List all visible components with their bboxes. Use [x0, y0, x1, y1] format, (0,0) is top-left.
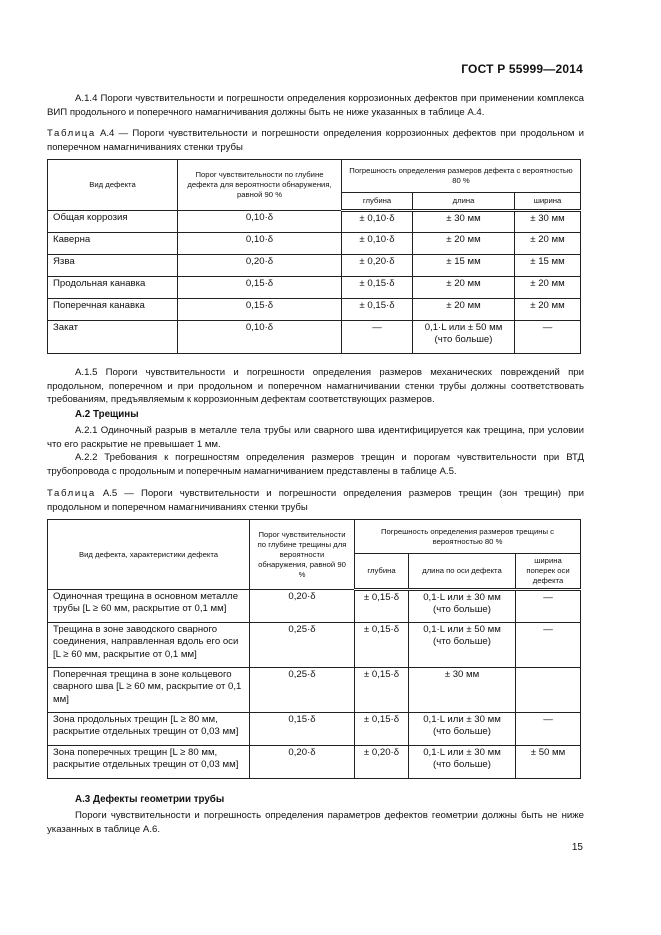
table-a5-header-defect-type: Вид дефекта, характеристики дефекта: [48, 520, 250, 590]
table-a4-cell-width: ± 15 мм: [515, 255, 581, 277]
document-code: ГОСТ Р 55999—2014: [461, 62, 583, 76]
table-a5-cell-depth: ± 0,15·δ: [355, 713, 409, 746]
table-a5-cell-depth: ± 0,20·δ: [355, 746, 409, 779]
table-a5-cell-width: —: [516, 623, 581, 668]
table-a5-cell-threshold: 0,25·δ: [250, 668, 355, 713]
table-a5-cell-threshold: 0,15·δ: [250, 713, 355, 746]
table-row: [48, 299, 581, 321]
table-row: [48, 668, 581, 713]
table-a4-cell-width: ± 20 мм: [515, 277, 581, 299]
table-a4-header-defect-type: Вид дефекта: [48, 160, 178, 211]
table-a4-cell-name: Продольная канавка: [48, 277, 178, 299]
table-a4-cell-length: ± 20 мм: [413, 277, 515, 299]
table-a5-cell-name: Поперечная трещина в зоне кольцевого сварного шва [L ≥ 60 мм, раскрытие от 0,1 мм]: [48, 668, 250, 713]
table-a5-header-error: Погрешность определения размеров трещины с вероятностью 80 %: [355, 520, 581, 554]
table-a4-cell-threshold: 0,10·δ: [178, 233, 342, 255]
table-a5-cell-length: 0,1·L или ± 50 мм (что больше): [409, 623, 516, 668]
table-a4: [47, 159, 581, 354]
page-number: 15: [571, 842, 583, 853]
table-a5-cell-width: ± 50 мм: [516, 746, 581, 779]
table-a5-cell-length: 0,1·L или ± 30 мм (что больше): [409, 590, 516, 623]
table-a4-header-length: длина: [413, 193, 515, 211]
table-a4-cell-depth: ± 0,15·δ: [342, 299, 413, 321]
table-a5: [47, 519, 581, 779]
table-a5-header-width: ширина поперек оси дефекта: [516, 554, 581, 590]
table-a5-header-threshold: Порог чувствительности по глубине трещины для вероятности обнаружения, равной 90 %: [250, 520, 355, 590]
table-a4-cell-depth: ± 0,20·δ: [342, 255, 413, 277]
table-a5-cell-threshold: 0,20·δ: [250, 590, 355, 623]
table-a4-cell-width: —: [515, 321, 581, 354]
table-row: [48, 746, 581, 779]
table-a4-cell-name: Общая коррозия: [48, 211, 178, 233]
table-row: [48, 211, 581, 233]
table-a5-cell-name: Одиночная трещина в основном металле трубы [L ≥ 60 мм, раскрытие от 0,1 мм]: [48, 590, 250, 623]
table-a4-cell-length: ± 20 мм: [413, 299, 515, 321]
table-a5-cell-width: —: [516, 713, 581, 746]
table-a5-cell-name: Зона продольных трещин [L ≥ 80 мм, раскрытие отдельных трещин от 0,03 мм]: [48, 713, 250, 746]
table-a4-caption-label: Таблица: [47, 128, 96, 139]
table-a4-cell-name: Закат: [48, 321, 178, 354]
table-a5-cell-width: —: [516, 590, 581, 623]
table-a4-cell-width: ± 20 мм: [515, 299, 581, 321]
table-a5-caption-text: А.5 — Пороги чувствительности и погрешности определения размеров трещин (зон трещин) при продольном и поперечном намагничиваниях стенки трубы: [47, 488, 584, 513]
table-a4-cell-threshold: 0,10·δ: [178, 211, 342, 233]
paragraph-a14: А.1.4 Пороги чувствительности и погрешности определения коррозионных дефектов при применении комплекса ВИП продольного и поперечного намагничивания должны быть не ниже указанных в таблице А.4.: [47, 93, 584, 118]
table-a4-header-depth: глубина: [342, 193, 413, 211]
table-a4-cell-length: ± 15 мм: [413, 255, 515, 277]
table-a4-cell-length: 0,1·L или ± 50 мм (что больше): [413, 321, 515, 354]
table-a5-cell-depth: ± 0,15·δ: [355, 623, 409, 668]
table-a5-cell-threshold: 0,20·δ: [250, 746, 355, 779]
table-a5-cell-depth: ± 0,15·δ: [355, 590, 409, 623]
table-a4-cell-threshold: 0,15·δ: [178, 277, 342, 299]
table-a4-header-error: Погрешность определения размеров дефекта с вероятностью 80 %: [342, 160, 581, 193]
table-a4-caption: [47, 127, 584, 154]
table-a5-caption: [47, 487, 584, 514]
table-a4-cell-width: ± 30 мм: [515, 211, 581, 233]
heading-a2: А.2 Трещины: [75, 409, 139, 420]
table-a4-cell-depth: ± 0,10·δ: [342, 233, 413, 255]
table-a5-cell-name: Трещина в зоне заводского сварного соединения, направленная вдоль его оси [L ≥ 60 мм, раскрытие от 0,1 мм]: [48, 623, 250, 668]
table-a4-cell-depth: —: [342, 321, 413, 354]
table-row: [48, 277, 581, 299]
table-a4-cell-depth: ± 0,15·δ: [342, 277, 413, 299]
table-a5-cell-width: [516, 668, 581, 713]
table-a4-header-threshold: Порог чувствительности по глубине дефекта для вероятности обнаружения, равной 90 %: [178, 160, 342, 211]
paragraph-a3: Пороги чувствительности и погрешность определения параметров дефектов геометрии должны быть не ниже указанных в таблице А.6.: [47, 810, 584, 835]
table-a5-cell-length: 0,1·L или ± 30 мм (что больше): [409, 746, 516, 779]
table-row: [48, 233, 581, 255]
table-a5-cell-name: Зона поперечных трещин [L ≥ 80 мм, раскрытие отдельных трещин от 0,03 мм]: [48, 746, 250, 779]
table-a4-cell-name: Поперечная канавка: [48, 299, 178, 321]
table-a4-cell-threshold: 0,15·δ: [178, 299, 342, 321]
table-row: [48, 590, 581, 623]
table-a5-cell-length: 0,1·L или ± 30 мм (что больше): [409, 713, 516, 746]
heading-a3: А.3 Дефекты геометрии трубы: [75, 794, 225, 805]
table-a4-cell-threshold: 0,20·δ: [178, 255, 342, 277]
table-a4-cell-length: ± 20 мм: [413, 233, 515, 255]
table-a5-header-length: длина по оси дефекта: [409, 554, 516, 590]
table-a4-header-width: ширина: [515, 193, 581, 211]
table-a5-header-depth: глубина: [355, 554, 409, 590]
table-row: [48, 255, 581, 277]
paragraph-a15: А.1.5 Пороги чувствительности и погрешности определения размеров механических повреждений при продольном, поперечном и при продольном и поперечном намагничивании стенки трубы должны соответствовать требованиям, предъявляемым к коррозионным дефектам соответствующих размеров.: [47, 367, 584, 406]
table-row: [48, 623, 581, 668]
table-row: [48, 713, 581, 746]
table-a5-cell-length: ± 30 мм: [409, 668, 516, 713]
table-a4-cell-depth: ± 0,10·δ: [342, 211, 413, 233]
paragraph-a22: А.2.2 Требования к погрешностям определения размеров трещин и порогам чувствительности при ВТД трубопровода с продольным и поперечным намагничиванием представлены в таблице А.5.: [47, 452, 584, 477]
table-a4-cell-length: ± 30 мм: [413, 211, 515, 233]
table-a5-cell-threshold: 0,25·δ: [250, 623, 355, 668]
table-a4-caption-text: А.4 — Пороги чувствительности и погрешности определения коррозионных дефектов при продольном и поперечном намагничиваниях стенки трубы: [47, 128, 584, 153]
paragraph-a21: А.2.1 Одиночный разрыв в металле тела трубы или сварного шва идентифицируется как трещина, при условии что его раскрытие не превышает 1 мм.: [47, 425, 584, 450]
table-a5-caption-label: Таблица: [47, 488, 96, 499]
table-a5-cell-depth: ± 0,15·δ: [355, 668, 409, 713]
table-a4-cell-name: Язва: [48, 255, 178, 277]
table-a4-cell-threshold: 0,10·δ: [178, 321, 342, 354]
table-a4-cell-width: ± 20 мм: [515, 233, 581, 255]
table-a4-cell-name: Каверна: [48, 233, 178, 255]
table-row: [48, 321, 581, 354]
